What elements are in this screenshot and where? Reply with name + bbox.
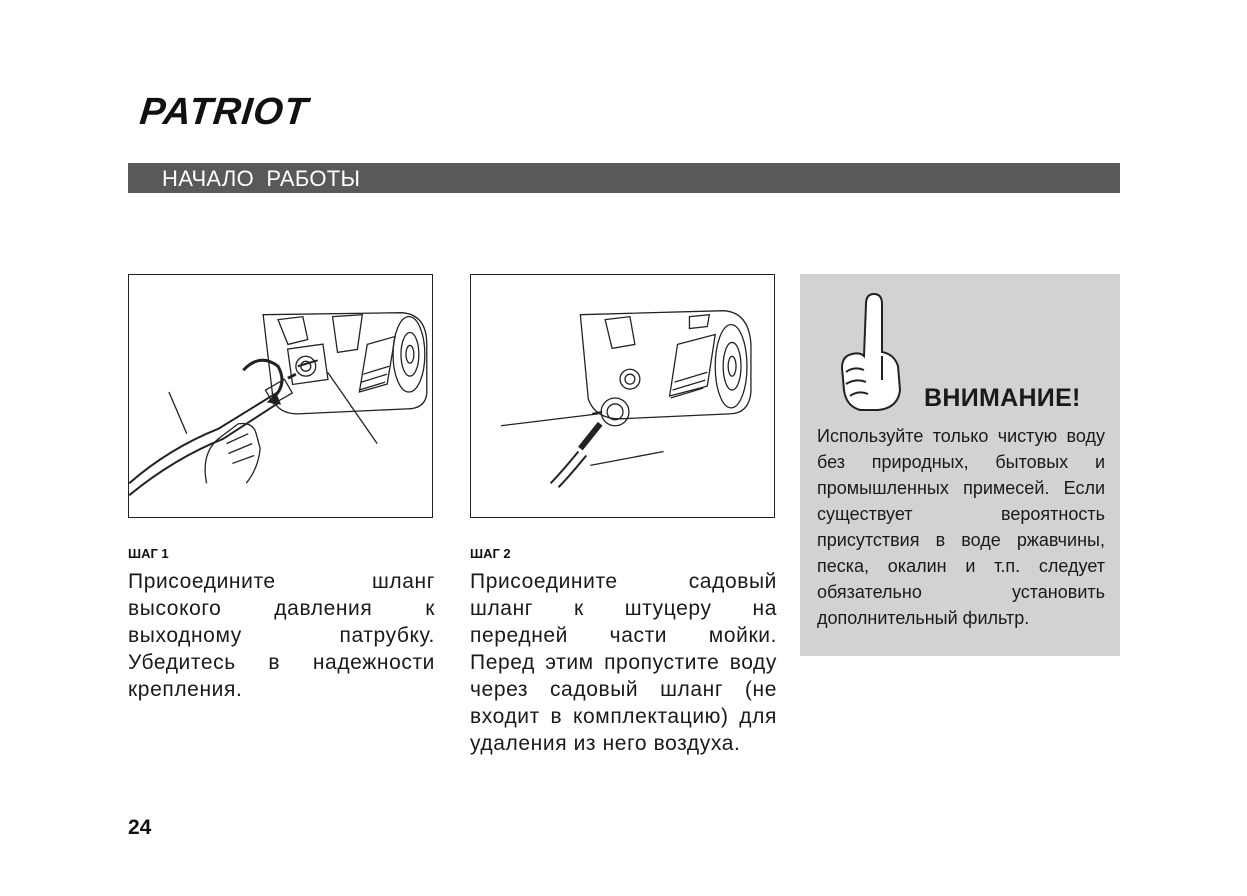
step1-illustration — [128, 274, 433, 518]
step2-drawing — [471, 275, 774, 517]
brand-logo — [137, 91, 360, 133]
step2-illustration — [470, 274, 775, 518]
step2-label: ШАГ 2 — [470, 546, 511, 561]
section-title: НАЧАЛО РАБОТЫ — [162, 166, 361, 191]
attention-box — [800, 274, 1120, 656]
attention-text: Используйте только чистую воду без природных, бытовых и промышленных примесей. Если существует вероятность присутствия в воде ржавчины, песка, окалин и т.п. следует обязательно установить дополнительный фильтр. — [817, 426, 1105, 628]
logo-text: PATRIOT — [137, 91, 311, 133]
attention-title: ВНИМАНИЕ! — [924, 384, 1081, 412]
step2-text: Присоедините садовый шланг к штуцеру на передней части мойки. Перед этим пропустите воду через садовый шланг (не входит в комплектацию) для удаления из него воздуха. — [470, 570, 777, 755]
page-number: 24 — [128, 816, 152, 839]
section-header-bar — [128, 163, 1120, 193]
step1-label: ШАГ 1 — [128, 546, 169, 561]
step1-drawing — [129, 275, 432, 517]
pointing-hand-icon — [838, 290, 906, 414]
step1-text: Присоедините шланг высокого давления к выходному патрубку. Убедитесь в надежности крепления. — [128, 570, 435, 701]
